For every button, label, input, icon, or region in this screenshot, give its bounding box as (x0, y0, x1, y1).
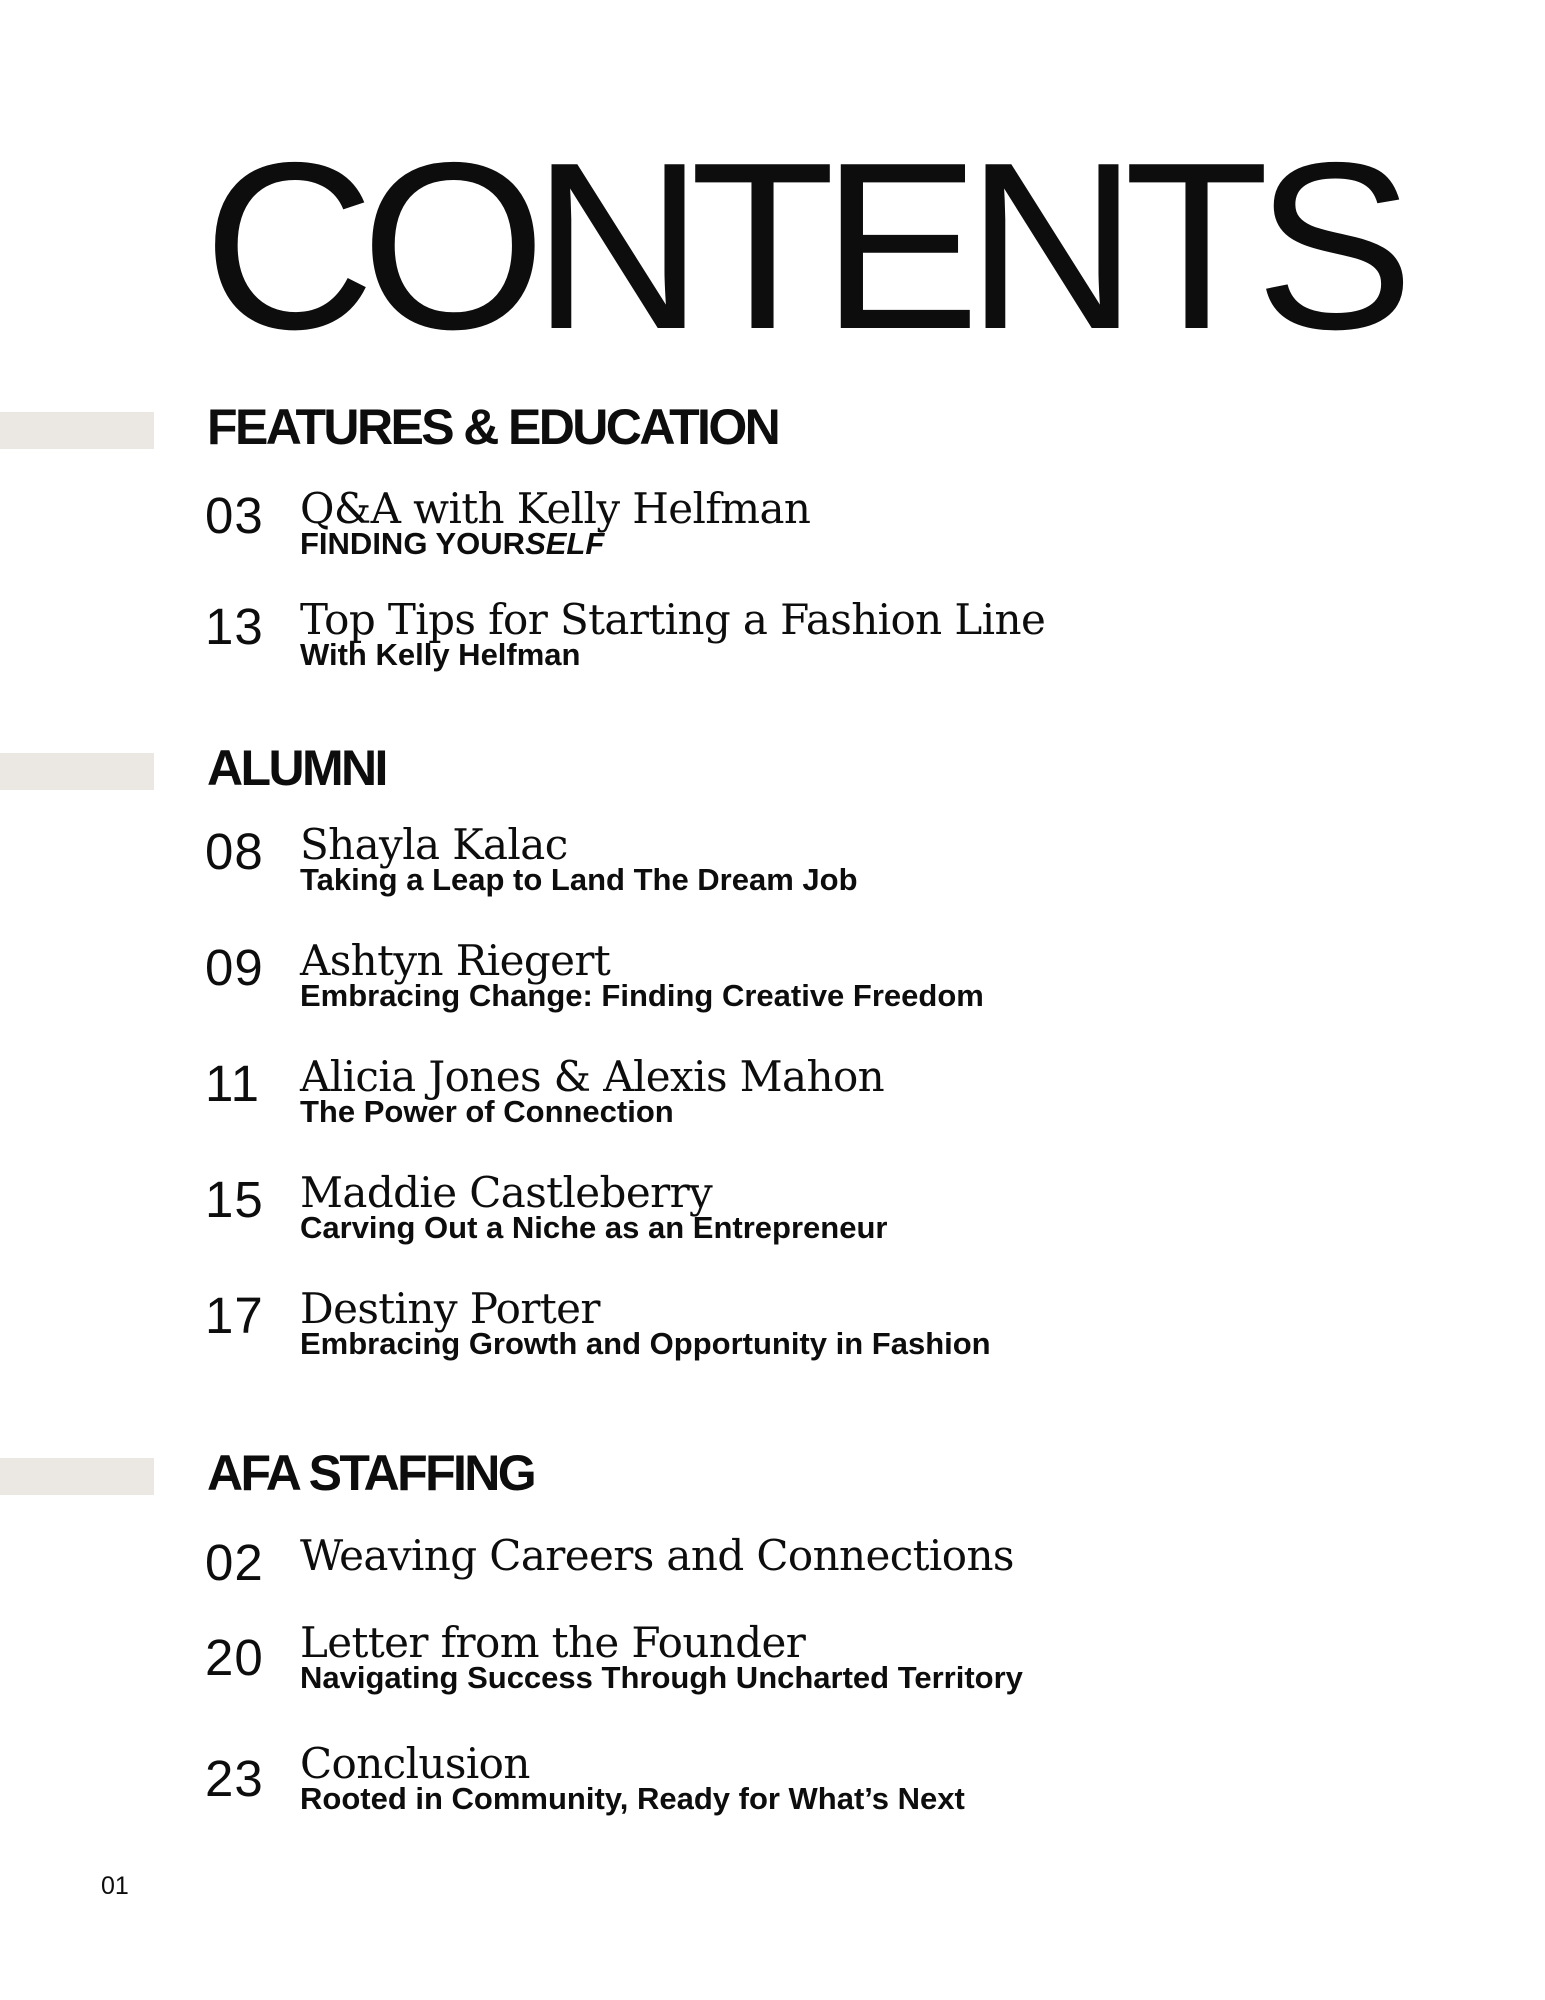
entry-subtitle: Embracing Growth and Opportunity in Fashion (300, 1326, 991, 1361)
entry-page-number: 02 (205, 1534, 264, 1591)
section-title: AFA STAFFING (207, 1445, 535, 1501)
entry-page-number: 11 (205, 1055, 260, 1112)
entry-title: Alicia Jones & Alexis Mahon (300, 1052, 885, 1101)
entry-subtitle: Navigating Success Through Uncharted Territory (300, 1660, 1023, 1695)
entry-page-number: 17 (205, 1287, 264, 1344)
page-title: CONTENTS (203, 114, 1400, 379)
section-title: FEATURES & EDUCATION (207, 399, 779, 455)
entry-subtitle-main: FINDING YOUR (300, 526, 526, 561)
entry-page-number: 20 (205, 1629, 264, 1686)
entry-subtitle: Carving Out a Niche as an Entrepreneur (300, 1210, 888, 1245)
entry-title: Letter from the Founder (300, 1618, 806, 1667)
entry-page-number: 15 (205, 1171, 264, 1228)
entry-title: Weaving Careers and Connections (300, 1531, 1014, 1580)
entry-title: Destiny Porter (300, 1284, 600, 1333)
entry-page-number: 23 (205, 1750, 264, 1807)
entry-subtitle: With Kelly Helfman (300, 637, 581, 672)
entry-title: Q&A with Kelly Helfman (300, 484, 811, 533)
entry-subtitle (300, 528, 604, 559)
entry-page-number: 08 (205, 823, 264, 880)
entry-title: Maddie Castleberry (300, 1168, 713, 1217)
entry-subtitle: Taking a Leap to Land The Dream Job (300, 862, 858, 897)
entry-title: Ashtyn Riegert (300, 936, 611, 985)
page-number: 01 (101, 1872, 129, 1900)
entry-subtitle-emphasis: SELF (525, 526, 605, 561)
entry-page-number: 13 (205, 598, 264, 655)
entry-subtitle: The Power of Connection (300, 1094, 674, 1129)
entry-title: Conclusion (300, 1739, 530, 1788)
section-marker-bar (0, 1458, 154, 1495)
entry-title: Top Tips for Starting a Fashion Line (300, 595, 1046, 644)
entry-page-number: 09 (205, 939, 264, 996)
section-marker-bar (0, 412, 154, 449)
section-title: ALUMNI (207, 740, 386, 796)
entry-title: Shayla Kalac (300, 820, 568, 869)
entry-subtitle: Rooted in Community, Ready for What’s Next (300, 1781, 965, 1816)
entry-page-number: 03 (205, 487, 264, 544)
section-marker-bar (0, 753, 154, 790)
entry-subtitle: Embracing Change: Finding Creative Freedom (300, 978, 984, 1013)
